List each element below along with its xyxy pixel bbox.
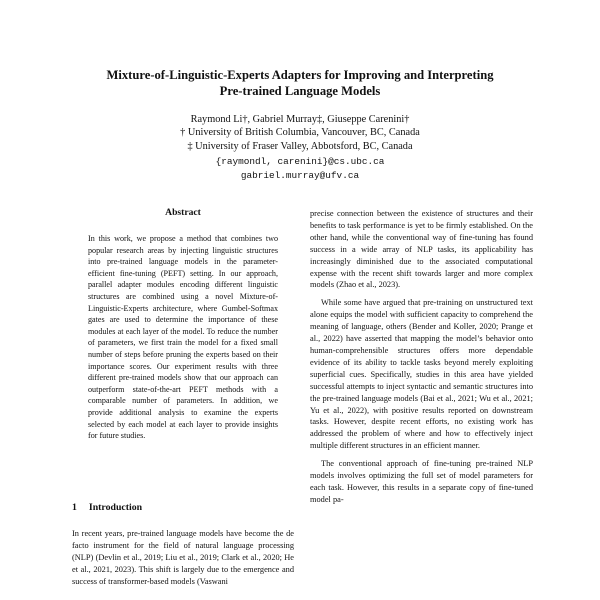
right-paragraph-3: The conventional approach of fine-tuning pre-trained NLP models involves optimizing the full set of model parameters for each task. However, this results in a separate copy of fine-tuned model pa- — [310, 459, 533, 504]
paper-title-line-2: Pre-trained Language Models — [219, 84, 381, 98]
author-list: Raymond Li†, Gabriel Murray‡, Giuseppe Carenini† — [190, 114, 410, 125]
affiliation-ufv: ‡ University of Fraser Valley, Abbotsford, BC, Canada — [187, 141, 413, 152]
email-ubc: {raymondl, carenini}@cs.ubc.ca — [215, 156, 385, 167]
intro-paragraph-1: In recent years, pre-trained language models have become the de facto instrument for the field of natural language processing (NLP) (Devlin et al., 2019; Liu et al., 2019; Clark et al., 2020; He et al., 2021, 2023). This shift is largely due to the emergence and success of transformer-based models (Vaswani — [72, 529, 294, 586]
right-paragraph-2: While some have argued that pre-training on unstructured text alone equips the model with sufficient capacity to comprehend the meaning of language, others (Bender and Koller, 2020; Prange et al., 2022) have asserted that mapping the model’s behavior onto human-comprehensible structures offers more dependable evidence of its ability to tackle tasks beyond merely exploiting superficial cues. Specifically, studies in this area have yielded successful attempts to inject syntactic and semantic structures into the pre-trained language models (Bai et al., 2021; Wu et al., 2021; Yu et al., 2022), with positive results reported on downstream tasks. However, despite recent efforts, no existing work has addressed the problem of where and how to effectively inject multiple different structures in an efficient manner. — [310, 298, 533, 451]
affiliation-ubc: † University of British Columbia, Vancouver, BC, Canada — [180, 127, 420, 138]
section-number: 1 — [72, 502, 77, 513]
section-heading-introduction — [72, 502, 142, 513]
section-title: Introduction — [88, 502, 143, 513]
email-ufv: gabriel.murray@ufv.ca — [240, 170, 360, 181]
right-column — [310, 208, 533, 506]
abstract-body — [88, 233, 278, 442]
right-paragraph-1: precise connection between the existence of structures and their benefits to task performance is yet to be firmly established. On the other hand, while the conventional way of fine-tuning has found success in a wide array of NLP tasks, its applicability has increasingly diminished due to the associated computational expense with the recent shift towards larger and more complex models (Zhao et al., 2023). — [310, 209, 533, 290]
intro-left-column — [72, 528, 294, 588]
abstract-heading: Abstract — [165, 207, 201, 218]
paper-title-line-1: Mixture-of-Linguistic-Experts Adapters for Improving and Interpreting — [106, 68, 494, 82]
abstract-text: In this work, we propose a method that combines two popular research areas by injecting linguistic structures into pre-trained language models in the parameter-efficient fine-tuning (PEFT) setting. In our approach, parallel adapter modules encoding different linguistic structures are combined using a novel Mixture-of-Linguistic-Experts architecture, where Gumbel-Softmax gates are used to determine the importance of these modules at each layer of the model. To reduce the number of parameters, we first train the model for a fixed small number of steps before pruning the experts based on their importance scores. Our experiment results with three different pre-trained models show that our approach can outperform state-of-the-art PEFT methods with a comparable number of parameters. In addition, we provide additional analysis to examine the experts selected by each model at each layer to provide insights for future studies. — [88, 234, 278, 441]
